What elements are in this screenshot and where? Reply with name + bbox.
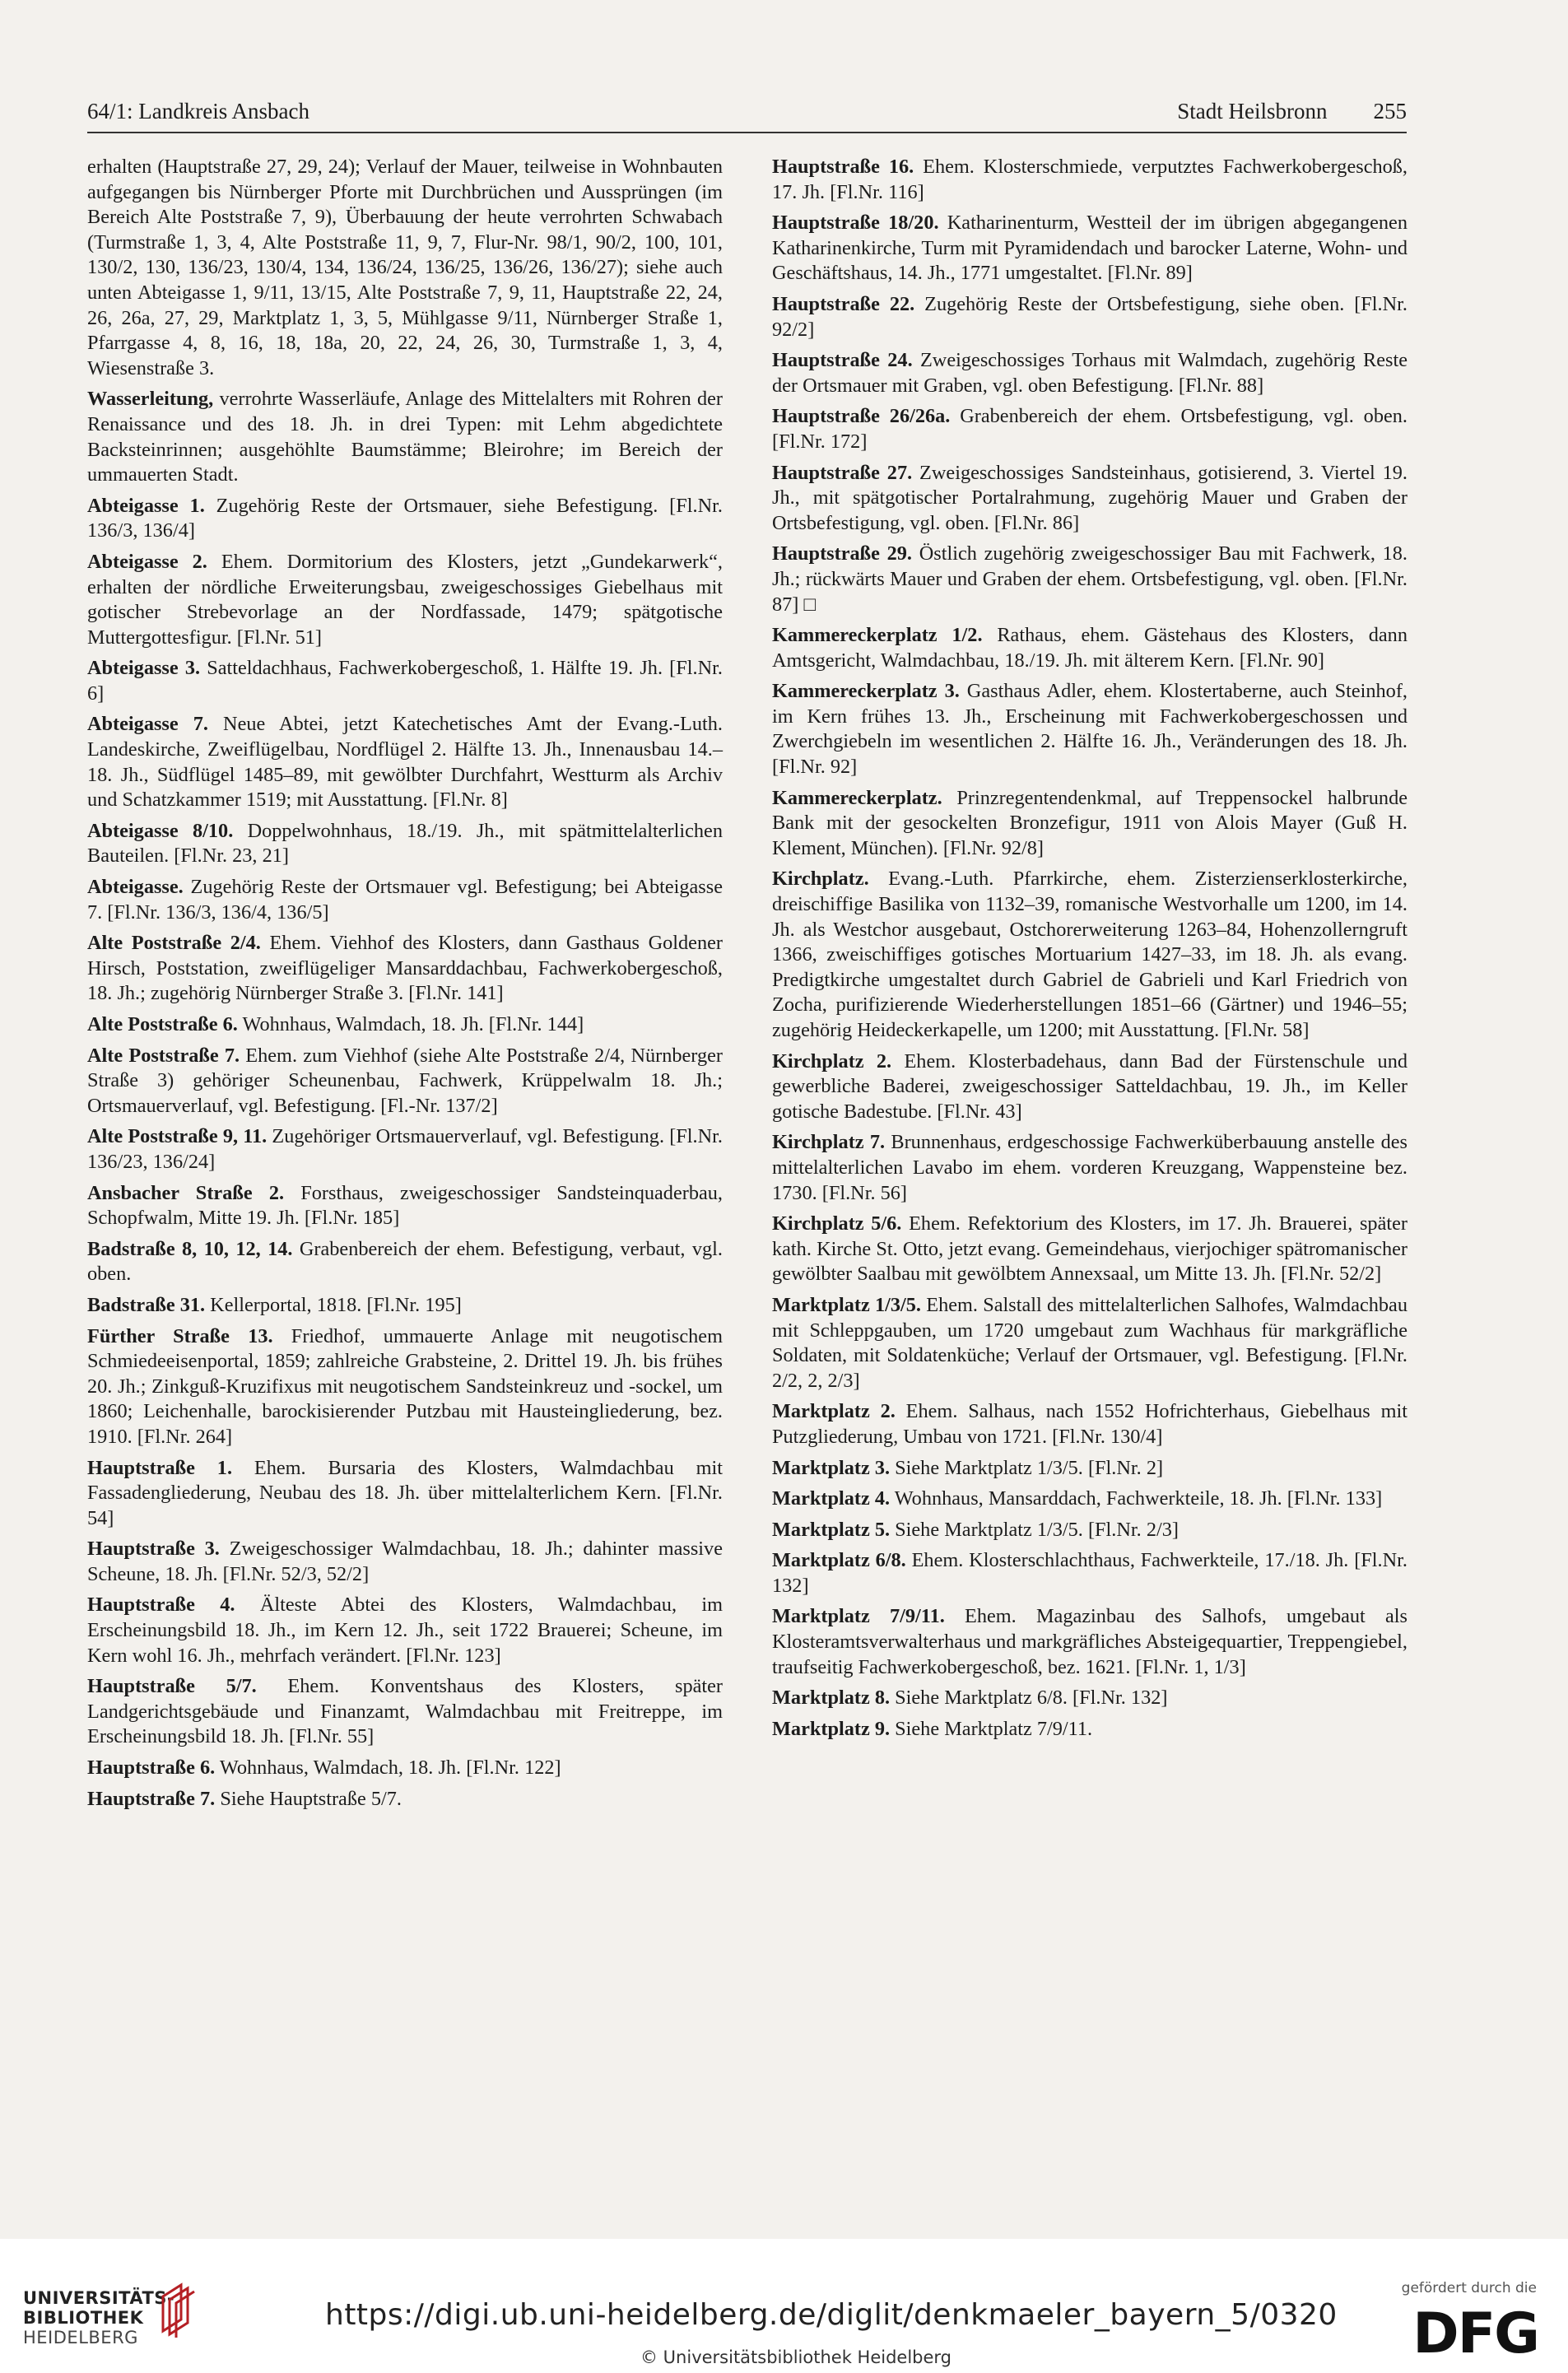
- entry-text: Ehem. Bursaria des Klosters, Walmdachbau mit Fassadengliederung, Neubau des 18. Jh. über mittelalterlichem Kern. [Fl.Nr. 54]: [87, 1456, 723, 1529]
- entry: [87, 931, 723, 1007]
- permalink-url[interactable]: https://digi.ub.uni-heidelberg.de/diglit/denkmaeler_bayern_5/0320: [325, 2298, 1338, 2332]
- entry: [87, 1237, 723, 1287]
- entry-text: Neue Abtei, jetzt Katechetisches Amt der Evang.-Luth. Landeskirche, Zweiflügelbau, Nordflügel 2. Hälfte 13. Jh., Innenausbau 14.–18. Jh., Südflügel 1485–89, mit gewölbter Durchfahrt, Westturm als Archiv und Schatzkammer 1519; mit Ausstattung. [Fl.Nr. 8]: [87, 713, 723, 812]
- entry-text: Siehe Hauptstraße 5/7.: [215, 1787, 402, 1810]
- entry: [87, 656, 723, 706]
- entry-text: Katharinenturm, Westteil der im übrigen abgegangenen Katharinenkirche, Turm mit Pyramidendach und barocker Laterne, Wohn- und Geschäftshaus, 14. Jh., 1771 umgestaltet. [Fl.Nr. 89]: [772, 212, 1407, 285]
- entry-heading: Hauptstraße 24.: [772, 349, 913, 372]
- entry: [87, 1593, 723, 1668]
- entry-text: Zweigeschossiger Walmdachbau, 18. Jh.; dahinter massive Scheune, 18. Jh. [Fl.Nr. 52/3, 52/2]: [87, 1538, 723, 1585]
- entry: [772, 1487, 1407, 1512]
- entry-text: erhalten (Hauptstraße 27, 29, 24); Verlauf der Mauer, teilweise in Wohnbauten aufgegangen bis Nürnberger Pforte mit Durchbrüchen und Aussprüngen (im Bereich Alte Poststraße 7, 9), Überbauung der heute verrohrten Schwabach (Turmstraße 1, 3, 4, Alte Poststraße 11, 9, 7, Flur-Nr. 98/1, 90/2, 100, 101, 130/2, 130, 136/23, 130/4, 134, 136/24, 136/25, 136/26, 136/27); siehe auch unten Abteigasse 1, 9/11, 13/15, Alte Poststraße 7, 9, 11, Hauptstraße 22, 24, 26, 26a, 27, 29, Marktplatz 1, 3, 5, Mühlgasse 9/11, Nürnberger Straße 1, Pfarrgasse 4, 8, 16, 18, 18a, 20, 22, 24, 26, 30, Turmstraße 1, 3, 4, Wiesenstraße 3.: [87, 156, 723, 379]
- entry-heading: Hauptstraße 1.: [87, 1456, 233, 1479]
- entry: [772, 1456, 1407, 1482]
- entry: [772, 1604, 1407, 1680]
- entry: [772, 348, 1407, 398]
- header-rule: [87, 132, 1407, 133]
- funding-note: gefördert durch die: [1401, 2280, 1537, 2296]
- entry: [87, 1756, 723, 1781]
- entry-heading: Marktplatz 7/9/11.: [772, 1605, 945, 1628]
- library-name-line3: HEIDELBERG: [23, 2328, 138, 2347]
- entry-text: Evang.-Luth. Pfarrkirche, ehem. Zisterzienserklosterkirche, dreischiffige Basilika von 1132–39, romanische Westvorhalle um 1200, im 14. Jh. als Westchor ausgebaut, Ostchorerweiterung 1263–84, Hohenzollerngruft 1366, zweischiffiges gotisches Mortuarium 1427–33, im 18. Jh. als evang. Predigtkirche umgestaltet durch Gabriel de Gabrieli und Karl Friedrich von Zocha, purifizierende Wiederherstellungen 1851–66 (Gärtner) und 1946–55; zugehörig Heideckerkapelle, um 1200; mit Ausstattung. [Fl.Nr. 58]: [772, 868, 1407, 1041]
- entry-heading: Kammereckerplatz 3.: [772, 680, 960, 703]
- entry: [87, 1124, 723, 1175]
- entry-text: Zugehörig Reste der Ortsmauer vgl. Befestigung; bei Abteigasse 7. [Fl.Nr. 136/3, 136/4, 136/5]: [87, 876, 723, 924]
- entry-heading: Kammereckerplatz.: [772, 786, 942, 809]
- entry-text: Ehem. Klosterbadehaus, dann Bad der Fürstenschule und gewerbliche Baderei, zweigeschossiger Satteldachbau, 19. Jh., im Keller gotische Badestube. [Fl.Nr. 43]: [772, 1049, 1407, 1123]
- entry-heading: Kirchplatz 2.: [772, 1049, 892, 1073]
- entry: [772, 679, 1407, 779]
- entry-heading: Abteigasse 2.: [87, 550, 207, 573]
- entry: [772, 1399, 1407, 1449]
- entry-text: Satteldachhaus, Fachwerkobergeschoß, 1. Hälfte 19. Jh. [Fl.Nr. 6]: [87, 657, 723, 705]
- entry-heading: Kirchplatz 7.: [772, 1131, 886, 1154]
- entry: [772, 211, 1407, 286]
- entry-heading: Marktplatz 8.: [772, 1687, 891, 1710]
- entry-heading: Hauptstraße 26/26a.: [772, 405, 951, 428]
- entry-heading: Hauptstraße 16.: [772, 156, 914, 178]
- entry-heading: Marktplatz 5.: [772, 1518, 891, 1541]
- entry-text: Ehem. Salhaus, nach 1552 Hofrichterhaus, Giebelhaus mit Putzgliederung, Umbau von 1721. [Fl.Nr. 130/4]: [772, 1400, 1407, 1448]
- entry: [772, 623, 1407, 673]
- entry: [87, 1324, 723, 1450]
- entry: [87, 1293, 723, 1319]
- entry: [87, 1787, 723, 1812]
- library-name-line1: UNIVERSITÄTS-: [23, 2288, 175, 2308]
- entry-text: Ehem. Klosterschmiede, verputztes Fachwerkobergeschoß, 17. Jh. [Fl.Nr. 116]: [772, 156, 1407, 203]
- entry-text: Ehem. Konventshaus des Klosters, später Landgerichtsgebäude und Finanzamt, Walmdachbau mit Freitreppe, im Erscheinungsbild 18. Jh. [Fl.Nr. 55]: [87, 1675, 724, 1748]
- entry-heading: Hauptstraße 6.: [87, 1756, 216, 1780]
- entry: [772, 1212, 1407, 1287]
- entry: [772, 1548, 1407, 1598]
- entry-heading: Ansbacher Straße 2.: [87, 1181, 285, 1204]
- entry-text: Gasthaus Adler, ehem. Klostertaberne, auch Steinhof, im Kern frühes 13. Jh., Erscheinung mit Fachwerkobergeschossen und Zwerchgiebeln im wesentlichen 2. Hälfte 16. Jh., Veränderungen des 18. Jh. [Fl.Nr. 92]: [772, 680, 1407, 779]
- entry-text: Brunnenhaus, erdgeschossige Fachwerküberbauung anstelle des mittelalterlichen Lavabo im ehem. vorderen Kreuzgang, Wappensteine bez. 1730. [Fl.Nr. 56]: [772, 1131, 1407, 1204]
- library-emblem-icon: [156, 2280, 198, 2338]
- page-number: 255: [1373, 99, 1407, 123]
- entry-heading: Hauptstraße 18/20.: [772, 212, 939, 235]
- entry-heading: Abteigasse 7.: [87, 713, 208, 736]
- entry-text: Forsthaus, zweigeschossiger Sandsteinquaderbau, Schopfwalm, Mitte 19. Jh. [Fl.Nr. 185]: [87, 1181, 723, 1230]
- entry-heading: Marktplatz 4.: [772, 1487, 891, 1510]
- entry-heading: Kirchplatz 5/6.: [772, 1212, 902, 1235]
- entry: [87, 1456, 723, 1532]
- entry-text: Wohnhaus, Mansarddach, Fachwerkteile, 18. Jh. [Fl.Nr. 133]: [890, 1487, 1383, 1510]
- entry-text: Älteste Abtei des Klosters, Walmdachbau, im Erscheinungsbild 18. Jh., im Kern 12. Jh., seit 1722 Brauerei; Scheune, im Kern wohl 16. Jh., mehrfach verändert. [Fl.Nr. 123]: [87, 1594, 723, 1667]
- entry-heading: Marktplatz 1/3/5.: [772, 1293, 922, 1316]
- entry-heading: Marktplatz 9.: [772, 1717, 891, 1740]
- entry-text: Siehe Marktplatz 1/3/5. [Fl.Nr. 2]: [890, 1456, 1164, 1479]
- entry-text: Ehem. Refektorium des Klosters, im 17. Jh. Brauerei, später kath. Kirche St. Otto, jetzt evang. Gemeindehaus, vierjochiger spätromanischer gewölbter Saalbau mit gewölbtem Annexsaal, um Mitte 13. Jh. [Fl.Nr. 52/2]: [772, 1212, 1407, 1286]
- entry-heading: Hauptstraße 3.: [87, 1538, 220, 1561]
- entry-text: Zugehörig Reste der Ortsbefestigung, siehe oben. [Fl.Nr. 92/2]: [772, 292, 1407, 341]
- library-name-line2: BIBLIOTHEK: [23, 2308, 144, 2328]
- entry-text: Prinzregentendenkmal, auf Treppensockel halbrunde Bank mit der gesockelten Bronzefigur, 1911 von Alois Mayer (Guß H. Klement, München). [Fl.Nr. 92/8]: [772, 786, 1407, 859]
- entry-text: Ehem. zum Viehhof (siehe Alte Poststraße 2/4, Nürnberger Straße 3) gehöriger Scheunenbau, Fachwerk, Krüppelwalm 18. Jh.; Ortsmauerverlauf, vgl. Befestigung. [Fl.-Nr. 137/2]: [87, 1044, 723, 1117]
- entry-heading: Marktplatz 3.: [772, 1456, 891, 1479]
- entry-text: Zweigeschossiges Torhaus mit Walmdach, zugehörig Reste der Ortsmauer mit Graben, vgl. oben Befestigung. [Fl.Nr. 88]: [772, 349, 1407, 397]
- entry-heading: Hauptstraße 5/7.: [87, 1675, 257, 1698]
- entry-heading: Hauptstraße 27.: [772, 461, 913, 484]
- entry: [87, 550, 723, 650]
- entry-heading: Hauptstraße 4.: [87, 1594, 235, 1617]
- entry: [772, 292, 1407, 342]
- entry: [87, 712, 723, 812]
- entry-heading: Alte Poststraße 7.: [87, 1044, 240, 1067]
- entry: [772, 404, 1407, 454]
- entry-heading: Alte Poststraße 9, 11.: [87, 1125, 268, 1148]
- entry-text: Grabenbereich der ehem. Ortsbefestigung, vgl. oben. [Fl.Nr. 172]: [772, 405, 1407, 453]
- entry-heading: Fürther Straße 13.: [87, 1324, 273, 1347]
- entry-heading: Kammereckerplatz 1/2.: [772, 624, 983, 647]
- running-head-right: [1177, 99, 1407, 124]
- entry-heading: Wasserleitung,: [87, 388, 214, 411]
- entry: [87, 1181, 723, 1231]
- copyright-notice: © Universitätsbibliothek Heidelberg: [640, 2347, 952, 2367]
- entry: [772, 1717, 1407, 1743]
- viewer-footer: [0, 2239, 1568, 2373]
- entry: [87, 494, 723, 544]
- entry-heading: Abteigasse.: [87, 876, 184, 899]
- entry-text: Friedhof, ummauerte Anlage mit neugotischem Schmiedeeisenportal, 1859; zahlreiche Grabsteine, 2. Drittel 19. Jh. bis frühes 20. Jh.; Zinkguß-Kruzifixus mit neugotischem Sandsteinkreuz und -sockel, um 1860; Leichenhalle, barockisierender Putzbau mit Hausteingliederung, bez. 1910. [Fl.Nr. 264]: [87, 1324, 723, 1448]
- entry: [87, 387, 723, 487]
- entry-text: Östlich zugehörig zweigeschossiger Bau mit Fachwerk, 18. Jh.; rückwärts Mauer und Graben der ehem. Ortsbefestigung, vgl. oben. [Fl.Nr. 87] □: [772, 542, 1407, 616]
- running-head-left: 64/1: Landkreis Ansbach: [87, 99, 309, 123]
- entry-heading: Hauptstraße 7.: [87, 1787, 216, 1810]
- entry-text: Wohnhaus, Walmdach, 18. Jh. [Fl.Nr. 122]: [215, 1756, 561, 1780]
- entry-text: Doppelwohnhaus, 18./19. Jh., mit spätmittelalterlichen Bauteilen. [Fl.Nr. 23, 21]: [87, 819, 723, 868]
- entry: [772, 786, 1407, 862]
- dfg-logo[interactable]: DFG: [1412, 2301, 1538, 2366]
- entry-heading: Badstraße 31.: [87, 1293, 206, 1316]
- running-head-town: Stadt Heilsbronn: [1177, 99, 1328, 123]
- entry-heading: Alte Poststraße 6.: [87, 1013, 238, 1035]
- entry: [87, 1012, 723, 1038]
- entry: [87, 1537, 723, 1587]
- entry: [772, 867, 1407, 1043]
- entry-text: verrohrte Wasserläufe, Anlage des Mittelalters mit Rohren der Renaissance und des 18. Jh. in drei Typen: mit Lehm abgedichtete Backsteinrinnen; ausgehöhlte Baumstämme; Bleirohre; im Bereich der ummauerten Stadt.: [87, 388, 723, 486]
- entry-heading: Kirchplatz.: [772, 868, 869, 891]
- entry-heading: Abteigasse 3.: [87, 657, 201, 680]
- entry-text: Wohnhaus, Walmdach, 18. Jh. [Fl.Nr. 144]: [237, 1013, 584, 1035]
- left-column: [87, 155, 723, 1817]
- entry: [87, 1674, 723, 1750]
- entry-heading: Marktplatz 2.: [772, 1400, 896, 1423]
- entry-heading: Hauptstraße 29.: [772, 542, 913, 565]
- entry: [87, 819, 723, 869]
- entry-heading: Badstraße 8, 10, 12, 14.: [87, 1237, 293, 1260]
- entry: [772, 1686, 1407, 1711]
- entry: [772, 155, 1407, 205]
- entry-text: Ehem. Klosterschlachthaus, Fachwerkteile, 17./18. Jh. [Fl.Nr. 132]: [772, 1549, 1407, 1597]
- entry-text: Ehem. Dormitorium des Klosters, jetzt „Gundekarwerk“, erhalten der nördliche Erweiterungsbau, zweigeschossiges Giebelhaus mit gotischer Strebevorlage an der Nordfassade, 1479; spätgotische Muttergottesfigur. [Fl.Nr. 51]: [87, 550, 723, 649]
- entry: [772, 461, 1407, 537]
- entry: [772, 542, 1407, 617]
- entry-text: Zweigeschossiges Sandsteinhaus, gotisierend, 3. Viertel 19. Jh., mit spätgotischer Portalrahmung, zugehörig Mauer und Graben der Ortsbefestigung, vgl. oben. [Fl.Nr. 86]: [772, 461, 1407, 534]
- entry-text: Siehe Marktplatz 7/9/11.: [890, 1717, 1093, 1740]
- entry-heading: Hauptstraße 22.: [772, 292, 915, 315]
- entry-text: Ehem. Salstall des mittelalterlichen Salhofes, Walmdachbau mit Schleppgauben, um 1720 umgebaut zum Wachhaus für markgräfliche Soldaten, mit Soldatenküche; Verlauf der Ortsmauer, vgl. Befestigung. [Fl.Nr. 2/2, 2, 2/3]: [772, 1293, 1407, 1392]
- entry-text: Grabenbereich der ehem. Befestigung, verbaut, vgl. oben.: [87, 1237, 723, 1286]
- entry-heading: Marktplatz 6/8.: [772, 1549, 906, 1572]
- entry-text: Zugehöriger Ortsmauerverlauf, vgl. Befestigung. [Fl.Nr. 136/23, 136/24]: [87, 1125, 723, 1173]
- entry-text: Ehem. Magazinbau des Salhofs, umgebaut als Klosteramtsverwalterhaus und markgräfliches Absteigequartier, Treppengiebel, traufseitig Fachwerkobergeschoß, bez. 1621. [Fl.Nr. 1, 1/3]: [772, 1605, 1407, 1678]
- entry-text: Ehem. Viehhof des Klosters, dann Gasthaus Goldener Hirsch, Poststation, zweiflügeliger Mansarddachbau, Fachwerkobergeschoß, 18. Jh.; zugehörig Nürnberger Straße 3. [Fl.Nr. 141]: [87, 932, 723, 1005]
- entry-text: Rathaus, ehem. Gästehaus des Klosters, dann Amtsgericht, Walmdachbau, 18./19. Jh. mit älterem Kern. [Fl.Nr. 90]: [772, 624, 1407, 672]
- entry-heading: Abteigasse 1.: [87, 494, 205, 517]
- right-column: [772, 155, 1407, 1747]
- entry: [87, 875, 723, 925]
- entry-text: Kellerportal, 1818. [Fl.Nr. 195]: [205, 1293, 462, 1316]
- entry-heading: Abteigasse 8/10.: [87, 819, 234, 842]
- entry: [772, 1049, 1407, 1125]
- entry-heading: Alte Poststraße 2/4.: [87, 932, 261, 955]
- entry-text: Siehe Marktplatz 6/8. [Fl.Nr. 132]: [890, 1687, 1168, 1710]
- page-header: [87, 99, 1407, 135]
- entry: [772, 1130, 1407, 1206]
- entry-text: Siehe Marktplatz 1/3/5. [Fl.Nr. 2/3]: [890, 1518, 1179, 1541]
- entry: [772, 1293, 1407, 1394]
- entry-text: Zugehörig Reste der Ortsmauer, siehe Befestigung. [Fl.Nr. 136/3, 136/4]: [87, 494, 723, 542]
- entry: [87, 155, 723, 381]
- entry: [87, 1044, 723, 1119]
- entry: [772, 1518, 1407, 1543]
